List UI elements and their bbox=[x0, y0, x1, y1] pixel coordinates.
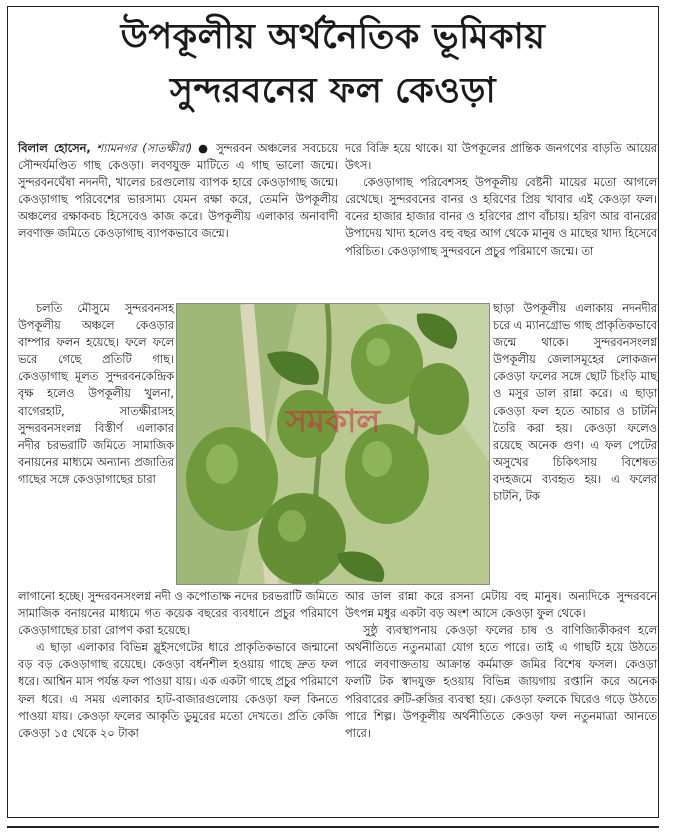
left-bottom-paragraph-1: লাগানো হচ্ছে। সুন্দরবনসংলগ্ন নদী ও কপোতাক্ষ নদের চরভরাটি জমিতে সামাজিক বনায়নের মাধ্যমে গত কয়েক বছরের ব্যবধানে প্রচুর পরিমাণে কেওড়াগাছের চারা রোপণ করা হয়েছে। bbox=[18, 590, 338, 638]
keora-fruit-photo bbox=[176, 303, 490, 585]
bottom-rule bbox=[7, 826, 659, 828]
right-top-paragraph-1: দরে বিক্রি হয়ে থাকে। যা উপকূলের প্রান্তিক জনগণের বাড়তি আয়ের উৎস। bbox=[345, 142, 657, 173]
left-bottom-paragraph-2: এ ছাড়া এলাকার বিভিন্ন স্লুইসগেটের ধারে প্রাকৃতিকভাবে জন্মানো বড় বড় কেওড়াগাছ রয়েছে। কেওড়া বর্ধনশীল হওয়ায় গাছে দ্রুত ফল ধরে। আশ্বিন মাস পর্যন্ত ফল পাওয়া যায়। এক একটা গাছে প্রচুর পরিমাণে ফল ধরে। এ সময় এলাকার হাট-বাজারগুলোয় কেওড়া ফল কিনতে পাওয়া যায়। কেওড়া ফলের আকৃতি ডুমুরের মতো দেখতে। প্রতি কেজি কেওড়া ১৫ থেকে ২০ টাকা bbox=[18, 641, 338, 740]
photo-watermark: সমকাল bbox=[285, 402, 381, 440]
headline-line-1: উপকূলীয় অর্থনৈতিক ভূমিকায় bbox=[120, 17, 546, 57]
left-column-narrow bbox=[18, 300, 174, 488]
left-narrow-paragraph: চলতি মৌসুমে সুন্দরবনসহ উপকূলীয় অঞ্চলে কেওড়ার বাম্পার ফলন হয়েছে। ফলে ফলে ভরে গেছে প্রতিটি গাছ। কেওড়াগাছ মূলত সুন্দরবনকেন্দ্রিক বৃক্ষ হলেও উপকূলীয় খুলনা, বাগেরহাট, সাতক্ষীরাসহ সুন্দরবনসংলগ্ন বিস্তীর্ণ এলাকার নদীর চরভরাটি জমিতে সামাজিক বনায়নের মাধ্যমে অন্যান্য প্রজাতির গাছের সঙ্গে কেওড়াগাছের চারা bbox=[18, 302, 174, 486]
left-top-paragraph: সুন্দরবন অঞ্চলের সবচেয়ে সৌন্দর্যমণ্ডিত গাছ কেওড়া। লবণযুক্ত মাটিতে এ গাছ ভালো জন্মে। সুন্দরবনঘেঁষা নদনদী, খালের চরগুলোয় ব্যাপক হারে কেওড়াগাছ জন্মে। কেওড়াগাছ পরিবেশের ভারসাম্য যেমন রক্ষা করে, তেমনি উপকূলীয় অঞ্চলের রক্ষাকবচ হিসেবেও কাজ করে। উপকূলীয় এলাকার অনাবাদী লবণাক্ত জমিতে কেওড়াগাছ ব্যাপকভাবে জন্মে। bbox=[18, 142, 338, 241]
left-column-bottom bbox=[18, 588, 338, 742]
left-column-top bbox=[18, 140, 338, 243]
right-column-top bbox=[345, 140, 657, 260]
byline-place: শ্যামনগর (সাতক্ষীরা) bbox=[96, 142, 193, 155]
right-bottom-paragraph-1: আর ডাল রান্না করে রসনা মেটায় বহু মানুষ। অন্যদিকে সুন্দরবনে উৎপন্ন মধুর একটা বড় অংশ আসে কেওড়া ফুল থেকে। bbox=[345, 590, 657, 621]
right-column-bottom bbox=[345, 588, 657, 742]
byline-bullet-icon: ● bbox=[198, 142, 211, 155]
headline bbox=[10, 10, 656, 118]
headline-line-2: সুন্দরবনের ফল কেওড়া bbox=[169, 71, 497, 111]
right-bottom-paragraph-2: সুষ্ঠু ব্যবস্থাপনায় কেওড়া ফলের চাষ ও বাণিজ্যিকীকরণ হলে অর্থনীতিতে নতুনমাত্রা যোগ হতে পারে। তাই এ গাছটি হয়ে উঠতে পারে লবণাক্ততায় আক্রান্ত কর্মমাক্ত জমির বিশেষ ফসল। কেওড়া ফলটি টক স্বাদযুক্ত হওয়ায় বিভিন্ন জায়গায় রপ্তানি করে অনেক পরিবারের রুটি-রুজির ব্যবস্থা হয়। কেওড়া ফলকে ঘিরেও গড়ে উঠতে পারে শিল্প। উপকূলীয় অর্থনীতিতে কেওড়া ফল নতুনমাত্রা আনতে পারে। bbox=[345, 624, 657, 740]
right-narrow-paragraph: ছাড়া উপকূলীয় এলাকায় নদনদীর চরে এ ম্যানগ্রোভ গাছ প্রাকৃতিকভাবে জন্মে থাকে। সুন্দরবনসংলগ্ন উপকূলীয় জেলাসমূহের লোকজন কেওড়া ফলের সঙ্গে ছোট চিংড়ি মাছ ও মসুর ডাল রান্না করে। এ ছাড়া কেওড়া ফল হতে আচার ও চাটনি তৈরি করা হয়। কেওড়া ফলেও রয়েছে অনেক গুণ। এ ফল পেটের অসুখের চিকিৎসায় বিশেষত বদহজমে ব্যবহৃত হয়। এ ফলের চাটনি, টক bbox=[493, 302, 657, 504]
right-top-paragraph-2: কেওড়াগাছ পরিবেশসহ উপকূলীয় বেষ্টনী মায়ের মতো আগলে রেখেছে। সুন্দরবনের বানর ও হরিণের প্রিয় খাবার এই কেওড়া ফল। বনের হাজার হাজার বানর ও হরিণের প্রাণ বাঁচায়। হরিণ আর বানরের উপাদেয় খাদ্য হলেও বহু বছর আগ থেকে মানুষ ও মাছের খাদ্য হিসেবে পরিচিত। কেওড়াগাছ সুন্দরবনে প্রচুর পরিমাণে জন্মে। তা bbox=[345, 176, 657, 258]
right-column-narrow bbox=[493, 300, 657, 505]
byline-author: বিলাল হোসেন, bbox=[18, 142, 91, 155]
